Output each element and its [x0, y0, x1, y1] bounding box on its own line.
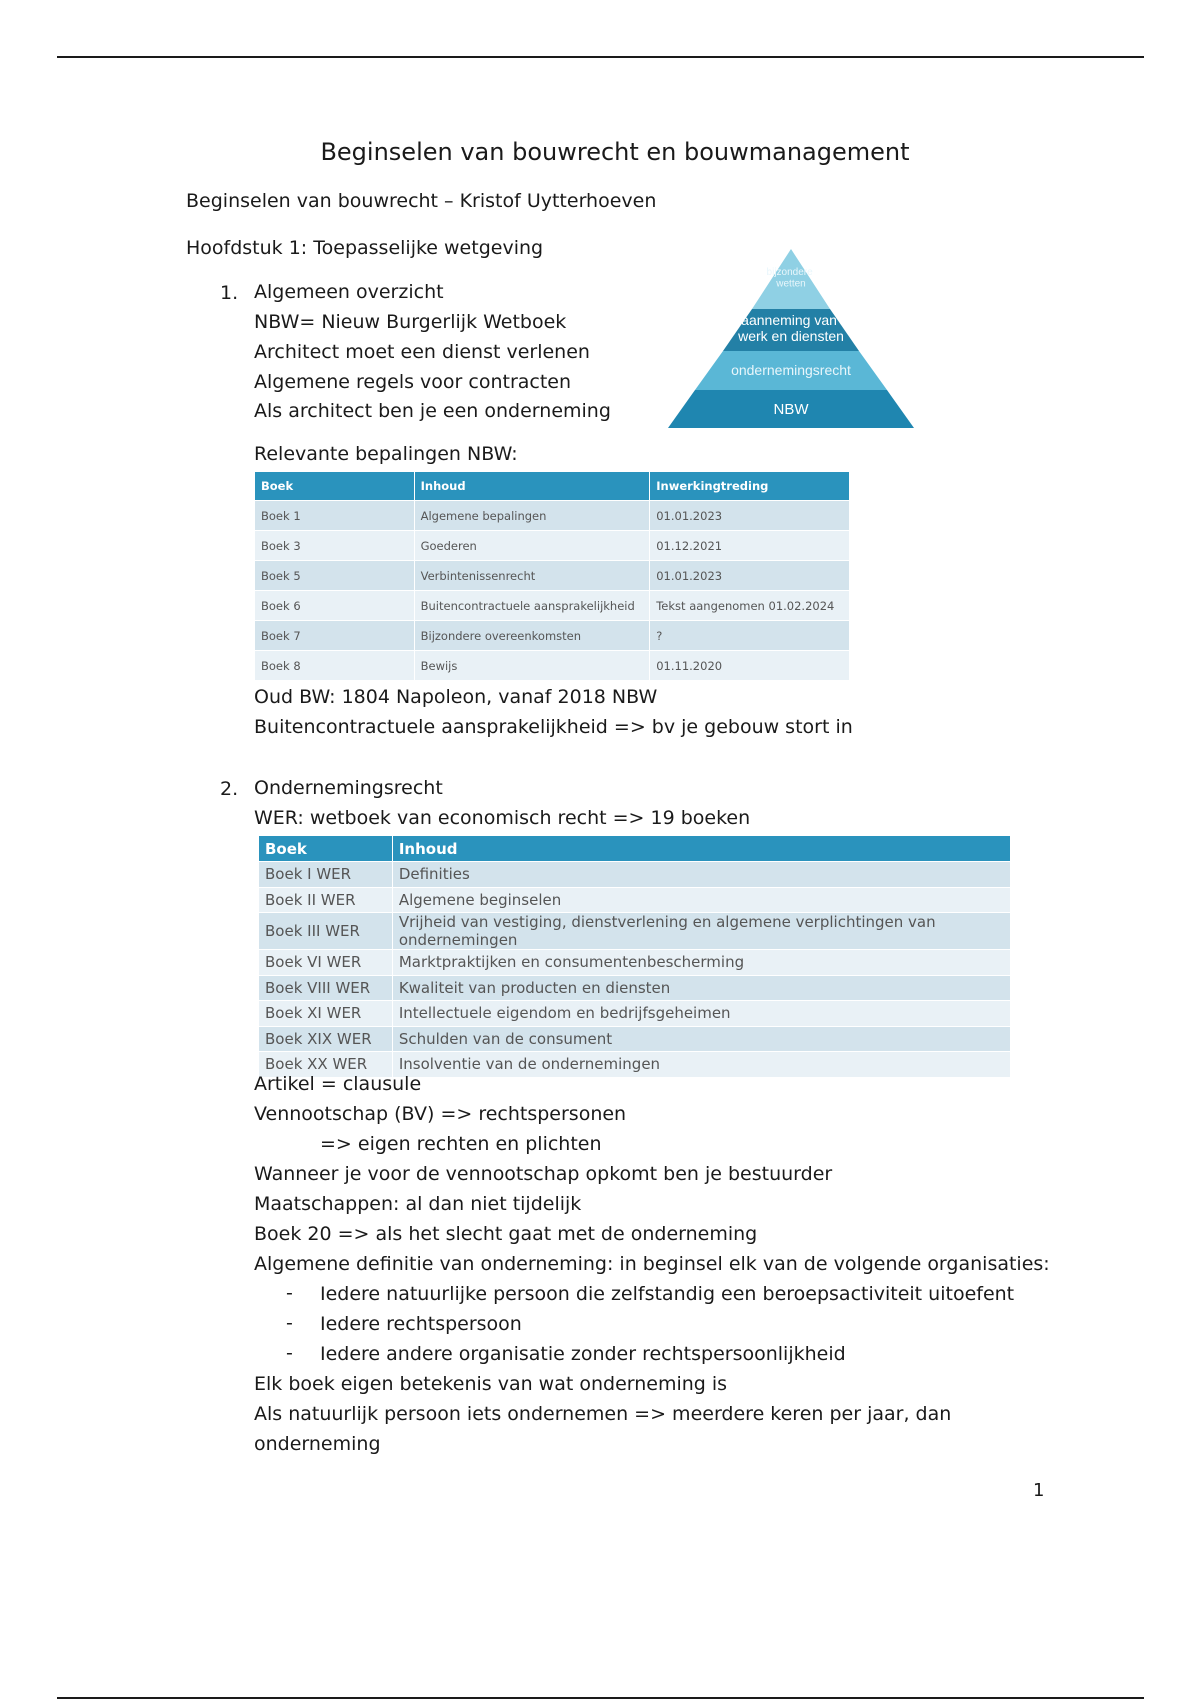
table-cell: ? [650, 621, 850, 651]
table-cell: Boek 5 [255, 561, 415, 591]
table-row [259, 975, 1011, 1001]
table-cell: 01.12.2021 [650, 531, 850, 561]
section2-heading: Ondernemingsrecht [254, 777, 443, 799]
table-header-cell: Inhoud [414, 472, 650, 501]
table-cell: Verbintenissenrecht [414, 561, 650, 591]
bullet-item: Iedere natuurlijke persoon die zelfstandig een beroepsactiviteit uitoefent [320, 1283, 1015, 1305]
section1-after-line: Oud BW: 1804 Napoleon, vanaf 2018 NBW [254, 686, 658, 708]
table-row [255, 561, 850, 591]
section1-after-line: Buitencontractuele aansprakelijkheid => bv je gebouw stort in [254, 716, 853, 738]
table-cell: Bijzondere overeenkomsten [414, 621, 650, 651]
table-cell: Goederen [414, 531, 650, 561]
table-cell: Tekst aangenomen 01.02.2024 [650, 591, 850, 621]
table-cell: Boek I WER [259, 862, 393, 888]
bullet-item: Iedere andere organisatie zonder rechtspersoonlijkheid [320, 1343, 846, 1365]
table-row [259, 913, 1011, 950]
table-cell: Boek III WER [259, 913, 393, 950]
table-cell: Boek 3 [255, 531, 415, 561]
table-header-cell: Inwerkingtreding [650, 472, 850, 501]
table-row [259, 1001, 1011, 1027]
chapter-heading: Hoofdstuk 1: Toepasselijke wetgeving [186, 237, 544, 259]
table-cell: Intellectuele eigendom en bedrijfsgeheimen [392, 1001, 1010, 1027]
wer-table [258, 835, 1011, 1078]
table-cell: 01.11.2020 [650, 651, 850, 681]
section2-line: Boek 20 => als het slecht gaat met de onderneming [254, 1223, 758, 1245]
table-row [259, 887, 1011, 913]
table-cell: Boek II WER [259, 887, 393, 913]
law-pyramid-diagram [615, 245, 975, 435]
section1-line: Algemene regels voor contracten [254, 371, 572, 393]
section2-closing-line: Als natuurlijk persoon iets ondernemen => meerdere keren per jaar, dan [254, 1403, 952, 1425]
table-cell: Algemene bepalingen [414, 501, 650, 531]
section2-intro: WER: wetboek van economisch recht => 19 boeken [254, 807, 751, 829]
table-cell: Schulden van de consument [392, 1026, 1010, 1052]
section2-line-indented: => eigen rechten en plichten [320, 1133, 602, 1155]
table-cell: Insolventie van de ondernemingen [392, 1052, 1010, 1078]
section2-line: Wanneer je voor de vennootschap opkomt ben je bestuurder [254, 1163, 833, 1185]
table-cell: Boek VI WER [259, 950, 393, 976]
table1-caption: Relevante bepalingen NBW: [254, 443, 518, 465]
table-cell: 01.01.2023 [650, 501, 850, 531]
pyramid-label-bijzondere-wetten: bijzondere wetten [766, 267, 813, 290]
table-row [255, 591, 850, 621]
section2-line: Vennootschap (BV) => rechtspersonen [254, 1103, 627, 1125]
table-row [259, 1026, 1011, 1052]
table-cell: Buitencontractuele aansprakelijkheid [414, 591, 650, 621]
table-header-cell: Boek [259, 836, 393, 862]
table-cell: Boek 8 [255, 651, 415, 681]
table-header-cell: Inhoud [392, 836, 1010, 862]
bullet-marker: - [286, 1282, 293, 1304]
table-cell: Kwaliteit van producten en diensten [392, 975, 1010, 1001]
bullet-marker: - [286, 1312, 293, 1334]
section2-line: Artikel = clausule [254, 1073, 422, 1095]
table-cell: Boek XX WER [259, 1052, 393, 1078]
pyramid-label-nbw: NBW [773, 401, 809, 418]
section2-closing-line: onderneming [254, 1433, 381, 1455]
section1-line: Architect moet een dienst verlenen [254, 341, 590, 363]
table-row [255, 531, 850, 561]
pyramid-label-ondernemingsrecht: ondernemingsrecht [731, 362, 851, 378]
section2-line: Maatschappen: al dan niet tijdelijk [254, 1193, 582, 1215]
table-row [255, 621, 850, 651]
table-cell: Boek 1 [255, 501, 415, 531]
bottom-rule [57, 1697, 1144, 1699]
table-cell: Boek XI WER [259, 1001, 393, 1027]
section1-heading: Algemeen overzicht [254, 281, 444, 303]
document-subtitle: Beginselen van bouwrecht – Kristof Uytterhoeven [186, 190, 657, 212]
bullet-marker: - [286, 1342, 293, 1364]
table-cell: Boek XIX WER [259, 1026, 393, 1052]
section1-line: NBW= Nieuw Burgerlijk Wetboek [254, 311, 567, 333]
top-rule [57, 56, 1144, 58]
table-cell: Boek 6 [255, 591, 415, 621]
table-header-row [255, 472, 850, 501]
table-cell: Marktpraktijken en consumentenbescherming [392, 950, 1010, 976]
table-cell: Vrijheid van vestiging, dienstverlening en algemene verplichtingen van ondernemingen [392, 913, 1010, 950]
table-row [255, 501, 850, 531]
table-cell: 01.01.2023 [650, 561, 850, 591]
page-number: 1 [1033, 1480, 1045, 1501]
section2-number: 2. [220, 778, 239, 800]
table-row [259, 950, 1011, 976]
section1-line: Als architect ben je een onderneming [254, 400, 611, 422]
table-row [255, 651, 850, 681]
table-row [259, 862, 1011, 888]
document-title: Beginselen van bouwrecht en bouwmanagement [320, 138, 910, 166]
bullet-item: Iedere rechtspersoon [320, 1313, 522, 1335]
table-header-cell: Boek [255, 472, 415, 501]
pyramid-label-aanneming: aanneming van werk en diensten [738, 312, 844, 345]
table-cell: Algemene beginselen [392, 887, 1010, 913]
section1-number: 1. [220, 282, 239, 304]
nbw-table [254, 471, 850, 681]
table-header-row [259, 836, 1011, 862]
section2-line: Algemene definitie van onderneming: in beginsel elk van de volgende organisaties: [254, 1253, 1050, 1275]
table-cell: Boek 7 [255, 621, 415, 651]
table-cell: Boek VIII WER [259, 975, 393, 1001]
table-cell: Bewijs [414, 651, 650, 681]
table-cell: Definities [392, 862, 1010, 888]
section2-closing-line: Elk boek eigen betekenis van wat onderneming is [254, 1373, 728, 1395]
